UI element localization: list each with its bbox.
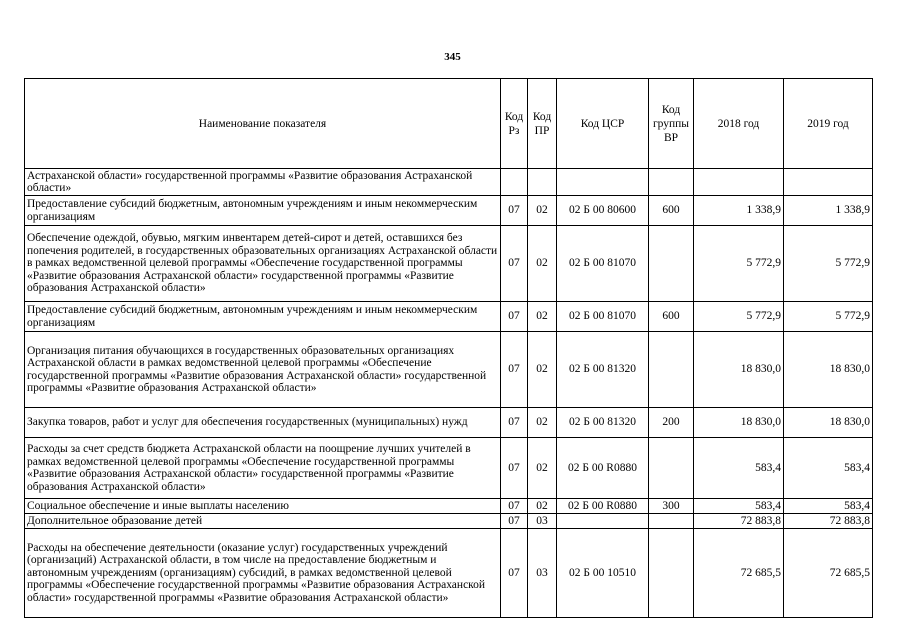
row-2019 xyxy=(784,169,873,196)
row-2018: 1 338,9 xyxy=(694,196,784,226)
header-csr: Код ЦСР xyxy=(557,79,649,169)
row-pr: 03 xyxy=(528,529,557,618)
table-row xyxy=(25,302,873,332)
row-name: Организация питания обучающихся в государственных образовательных организациях Астраханской области в рамках ведомственной целевой программы «Обеспечение государственной программы «Развитие образования Астраханской области» государственной программы «Развитие образования Астраханской области» xyxy=(25,332,501,408)
row-name: Дополнительное образование детей xyxy=(25,514,501,529)
row-name: Астраханской области» государственной программы «Развитие образования Астраханской области» xyxy=(25,169,501,196)
row-rz: 07 xyxy=(501,499,528,514)
row-name: Социальное обеспечение и иные выплаты населению xyxy=(25,499,501,514)
row-csr: 02 Б 00 81320 xyxy=(557,408,649,438)
row-2019: 583,4 xyxy=(784,438,873,499)
row-pr: 02 xyxy=(528,226,557,302)
row-2019: 1 338,9 xyxy=(784,196,873,226)
row-pr: 02 xyxy=(528,196,557,226)
row-vr: 600 xyxy=(649,196,694,226)
row-2018: 18 830,0 xyxy=(694,408,784,438)
table-row xyxy=(25,169,873,196)
table-header-row xyxy=(25,79,873,169)
row-rz: 07 xyxy=(501,196,528,226)
row-pr: 03 xyxy=(528,514,557,529)
row-name: Обеспечение одеждой, обувью, мягким инвентарем детей-сирот и детей, оставшихся без попечения родителей, в государственных образовательных организациях Астраханской области в рамках ведомственной целевой программы «Обеспечение государственной программы «Развитие образования Астраханской области» государственной программы «Развитие образования Астраханской области» xyxy=(25,226,501,302)
row-csr: 02 Б 00 80600 xyxy=(557,196,649,226)
header-vr: Код группы ВР xyxy=(649,79,694,169)
row-pr: 02 xyxy=(528,408,557,438)
row-2019: 72 685,5 xyxy=(784,529,873,618)
row-2018: 18 830,0 xyxy=(694,332,784,408)
row-2019: 5 772,9 xyxy=(784,302,873,332)
row-vr: 600 xyxy=(649,302,694,332)
row-csr: 02 Б 00 R0880 xyxy=(557,499,649,514)
row-2019: 5 772,9 xyxy=(784,226,873,302)
row-vr: 200 xyxy=(649,408,694,438)
row-pr: 02 xyxy=(528,438,557,499)
table-row xyxy=(25,514,873,529)
row-csr: 02 Б 00 81320 xyxy=(557,332,649,408)
row-pr: 02 xyxy=(528,302,557,332)
table-row xyxy=(25,226,873,302)
row-name: Расходы за счет средств бюджета Астраханской области на поощрение лучших учителей в рамках ведомственной целевой программы «Обеспечение государственной программы «Развитие образования Астраханской области» государственной программы «Развитие образования Астраханской области» xyxy=(25,438,501,499)
row-rz: 07 xyxy=(501,514,528,529)
table-row xyxy=(25,438,873,499)
row-rz: 07 xyxy=(501,438,528,499)
row-pr: 02 xyxy=(528,499,557,514)
header-2018: 2018 год xyxy=(694,79,784,169)
row-vr xyxy=(649,529,694,618)
row-vr xyxy=(649,514,694,529)
row-rz: 07 xyxy=(501,408,528,438)
row-rz: 07 xyxy=(501,529,528,618)
row-vr: 300 xyxy=(649,499,694,514)
row-vr xyxy=(649,169,694,196)
row-csr xyxy=(557,169,649,196)
row-name: Предоставление субсидий бюджетным, автономным учреждениям и иным некоммерческим организациям xyxy=(25,302,501,332)
row-2018: 583,4 xyxy=(694,438,784,499)
table-row xyxy=(25,332,873,408)
row-rz: 07 xyxy=(501,332,528,408)
row-rz xyxy=(501,169,528,196)
row-2018: 72 883,8 xyxy=(694,514,784,529)
row-2018: 72 685,5 xyxy=(694,529,784,618)
table-row xyxy=(25,499,873,514)
row-2019: 18 830,0 xyxy=(784,332,873,408)
row-2018: 583,4 xyxy=(694,499,784,514)
table-row xyxy=(25,408,873,438)
row-name: Предоставление субсидий бюджетным, автономным учреждениям и иным некоммерческим организациям xyxy=(25,196,501,226)
row-2018: 5 772,9 xyxy=(694,302,784,332)
row-name: Закупка товаров, работ и услуг для обеспечения государственных (муниципальных) нужд xyxy=(25,408,501,438)
header-2019: 2019 год xyxy=(784,79,873,169)
page-number: 345 xyxy=(444,51,461,63)
header-pr: Код ПР xyxy=(528,79,557,169)
header-name: Наименование показателя xyxy=(25,79,501,169)
row-csr: 02 Б 00 R0880 xyxy=(557,438,649,499)
header-rz: Код Рз xyxy=(501,79,528,169)
row-csr: 02 Б 00 81070 xyxy=(557,302,649,332)
row-vr xyxy=(649,438,694,499)
table-row xyxy=(25,529,873,618)
row-csr xyxy=(557,514,649,529)
row-csr: 02 Б 00 10510 xyxy=(557,529,649,618)
row-rz: 07 xyxy=(501,302,528,332)
budget-table xyxy=(24,78,873,618)
row-rz: 07 xyxy=(501,226,528,302)
row-2018: 5 772,9 xyxy=(694,226,784,302)
row-vr xyxy=(649,332,694,408)
row-pr xyxy=(528,169,557,196)
row-2019: 583,4 xyxy=(784,499,873,514)
row-vr xyxy=(649,226,694,302)
table-row xyxy=(25,196,873,226)
row-csr: 02 Б 00 81070 xyxy=(557,226,649,302)
row-2018 xyxy=(694,169,784,196)
row-2019: 72 883,8 xyxy=(784,514,873,529)
row-2019: 18 830,0 xyxy=(784,408,873,438)
row-name: Расходы на обеспечение деятельности (оказание услуг) государственных учреждений (организаций) Астраханской области, в том числе на предоставление бюджетным и автономным учреждениям (организациям) субсидий, в рамках ведомственной целевой программы «Обеспечение государственной программы «Развитие образования Астраханской области» государственной программы «Развитие образования Астраханской области» xyxy=(25,529,501,618)
row-pr: 02 xyxy=(528,332,557,408)
